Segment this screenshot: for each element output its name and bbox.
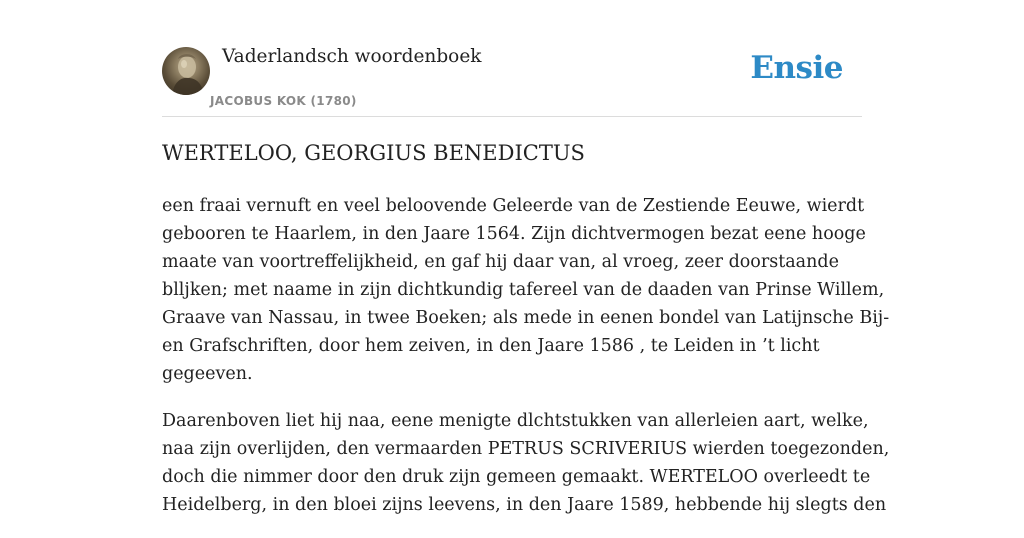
page [162,0,890,515]
paragraph-2 [162,407,890,519]
text-line: Heidelberg, in den bloei zijns leevens, in den Jaare 1589, hebbende hij slegts den [162,495,887,515]
text-line: doch die nimmer door den druk zijn gemeen gemaakt. WERTELOO overleedt te [162,467,871,487]
portrait-avatar-icon[interactable] [162,47,210,95]
paragraph-1 [162,192,890,388]
text-line: gebooren te Haarlem, in den Jaare 1564. Zijn dichtvermogen bezat eene hooge [162,224,866,244]
text-line: Daarenboven liet hij naa, eene menigte dlchtstukken van allerleien aart, welke, [162,411,869,431]
text-line: een fraai vernuft en veel beloovende Geleerde van de Zestiende Eeuwe, wierdt [162,196,865,216]
header [162,0,862,117]
text-line: Graave van Nassau, in twee Boeken; als mede in eenen bondel van Latijnsche Bij- [162,308,890,328]
entry-title: WERTELOO, GEORGIUS BENEDICTUS [162,141,585,165]
text-line: en Grafschriften, door hem zeiven, in den Jaare 1586 , te Leiden in ’t licht [162,336,820,356]
text-line: naa zijn overlijden, den vermaarden PETRUS SCRIVERIUS wierden toegezonden, [162,439,890,459]
text-line: blljken; met naame in zijn dichtkundig tafereel van de daaden van Prinse Willem, [162,280,885,300]
entry-content [162,192,890,538]
book-title-link[interactable]: Vaderlandsch woordenboek [222,46,482,67]
author-label: JACOBUS KOK (1780) [210,94,357,108]
text-line: maate van voortreffelijkheid, en gaf hij daar van, al vroeg, zeer doorstaande [162,252,839,272]
text-line: gegeeven. [162,364,253,384]
ensie-logo[interactable]: Ensie [750,50,843,86]
